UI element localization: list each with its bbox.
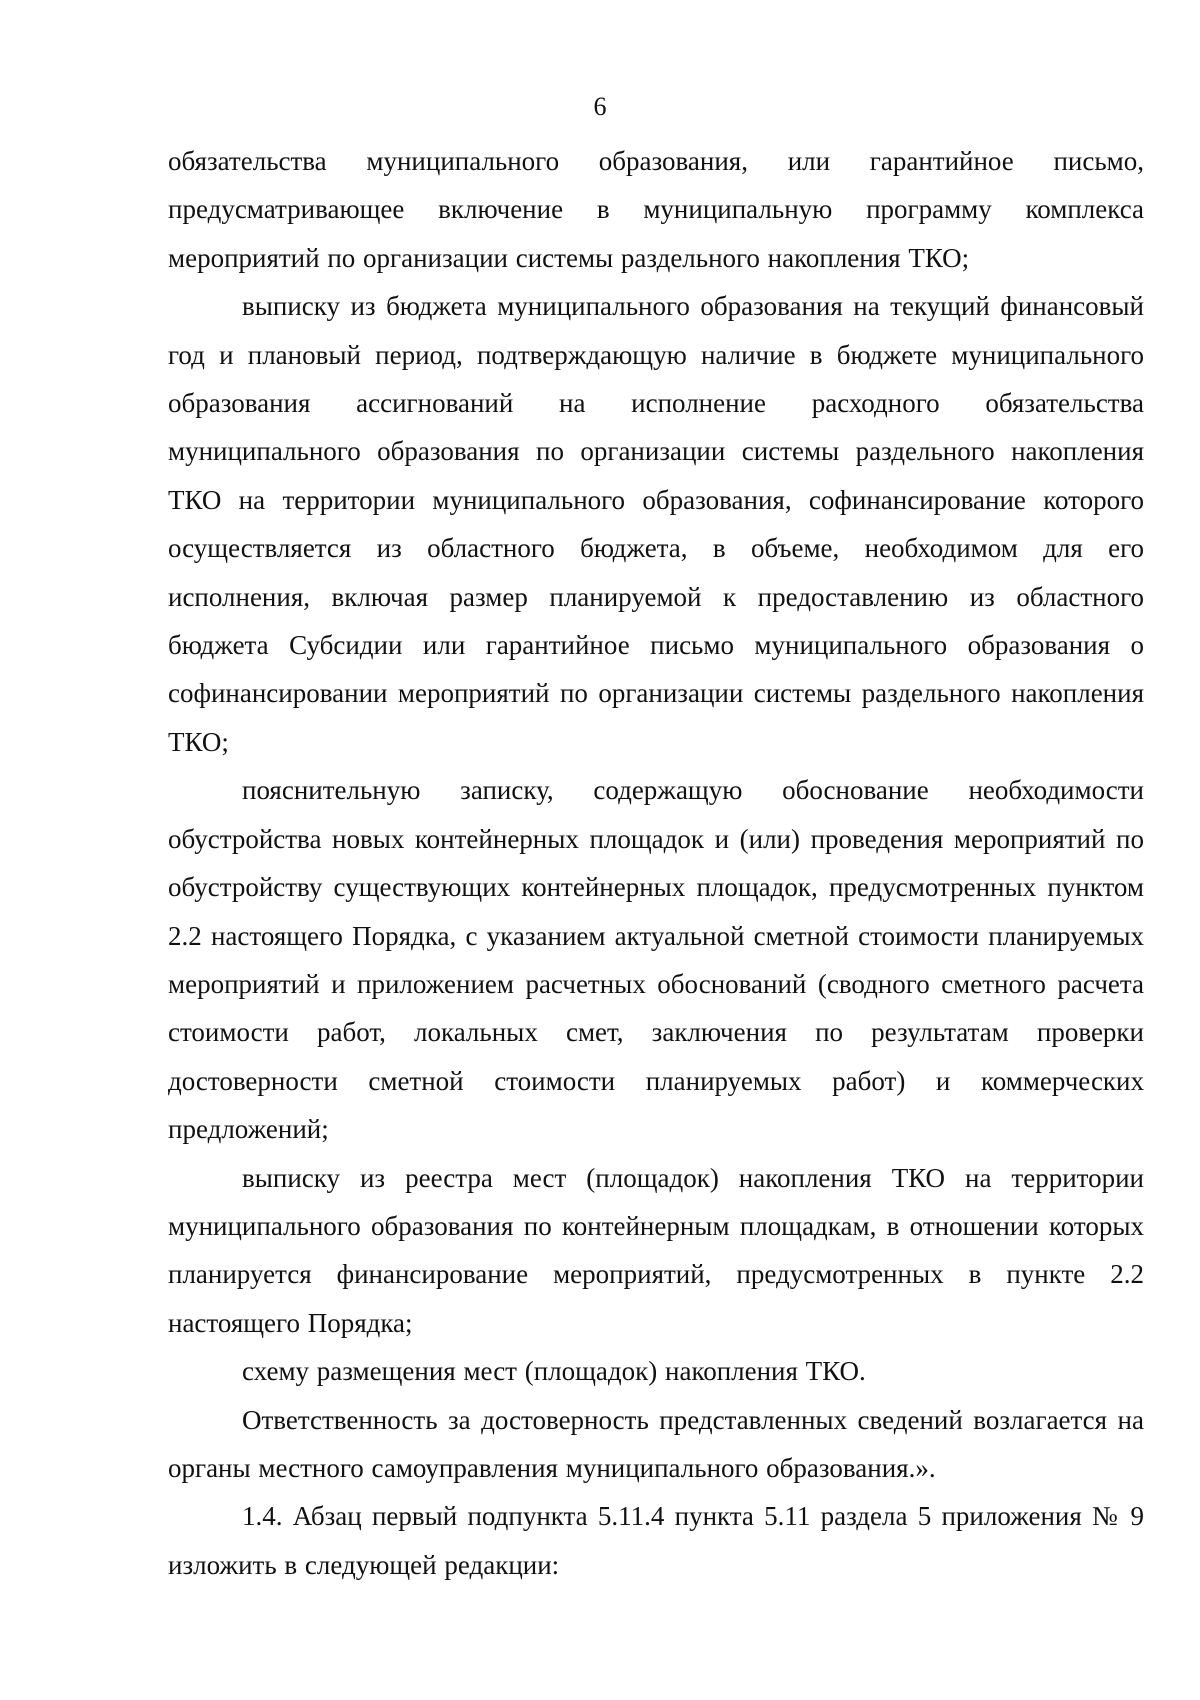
page-number: 6 xyxy=(593,92,607,121)
paragraph-responsibility: Ответственность за достоверность представленных сведений возлагается на органы местного самоуправления муниципального образования.». xyxy=(168,1404,1144,1483)
document-body xyxy=(168,137,1144,1589)
paragraph-registry-extract: выписку из реестра мест (площадок) накопления ТКО на территории муниципального образования по контейнерным площадкам, в отношении которых планируется финансирование мероприятий, предусмотренных в пункте 2.2 настоящего Порядка; xyxy=(168,1162,1144,1338)
paragraph-amendment-1-4: 1.4. Абзац первый подпункта 5.11.4 пункта 5.11 раздела 5 приложения № 9 изложить в следующей редакции: xyxy=(168,1501,1144,1580)
paragraph-explanatory-note: пояснительную записку, содержащую обоснование необходимости обустройства новых контейнерных площадок и (или) проведения мероприятий по обустройству существующих контейнерных площадок, предусмотренных пунктом 2.2 настоящего Порядка, с указанием актуальной сметной стоимости планируемых мероприятий и приложением расчетных обоснований (сводного сметного расчета стоимости работ, локальных смет, заключения по результатам проверки достоверности сметной стоимости планируемых работ) и коммерческих предложений; xyxy=(168,775,1144,1145)
paragraph-obligation-continuation: обязательства муниципального образования, или гарантийное письмо, предусматривающее включение в муниципальную программу комплекса мероприятий по организации системы раздельного накопления ТКО; xyxy=(168,146,1144,273)
paragraph-budget-extract: выписку из бюджета муниципального образования на текущий финансовый год и плановый период, подтверждающую наличие в бюджете муниципального образования ассигнований на исполнение расходного обязательства муниципального образования по организации системы раздельного накопления ТКО на территории муниципального образования, софинансирование которого осуществляется из областного бюджета, в объеме, необходимом для его исполнения, включая размер планируемой к предоставлению из областного бюджета Субсидии или гарантийное письмо муниципального образования о софинансировании мероприятий по организации системы раздельного накопления ТКО; xyxy=(168,291,1144,757)
paragraph-placement-scheme: схему размещения мест (площадок) накопления ТКО. xyxy=(242,1356,866,1387)
